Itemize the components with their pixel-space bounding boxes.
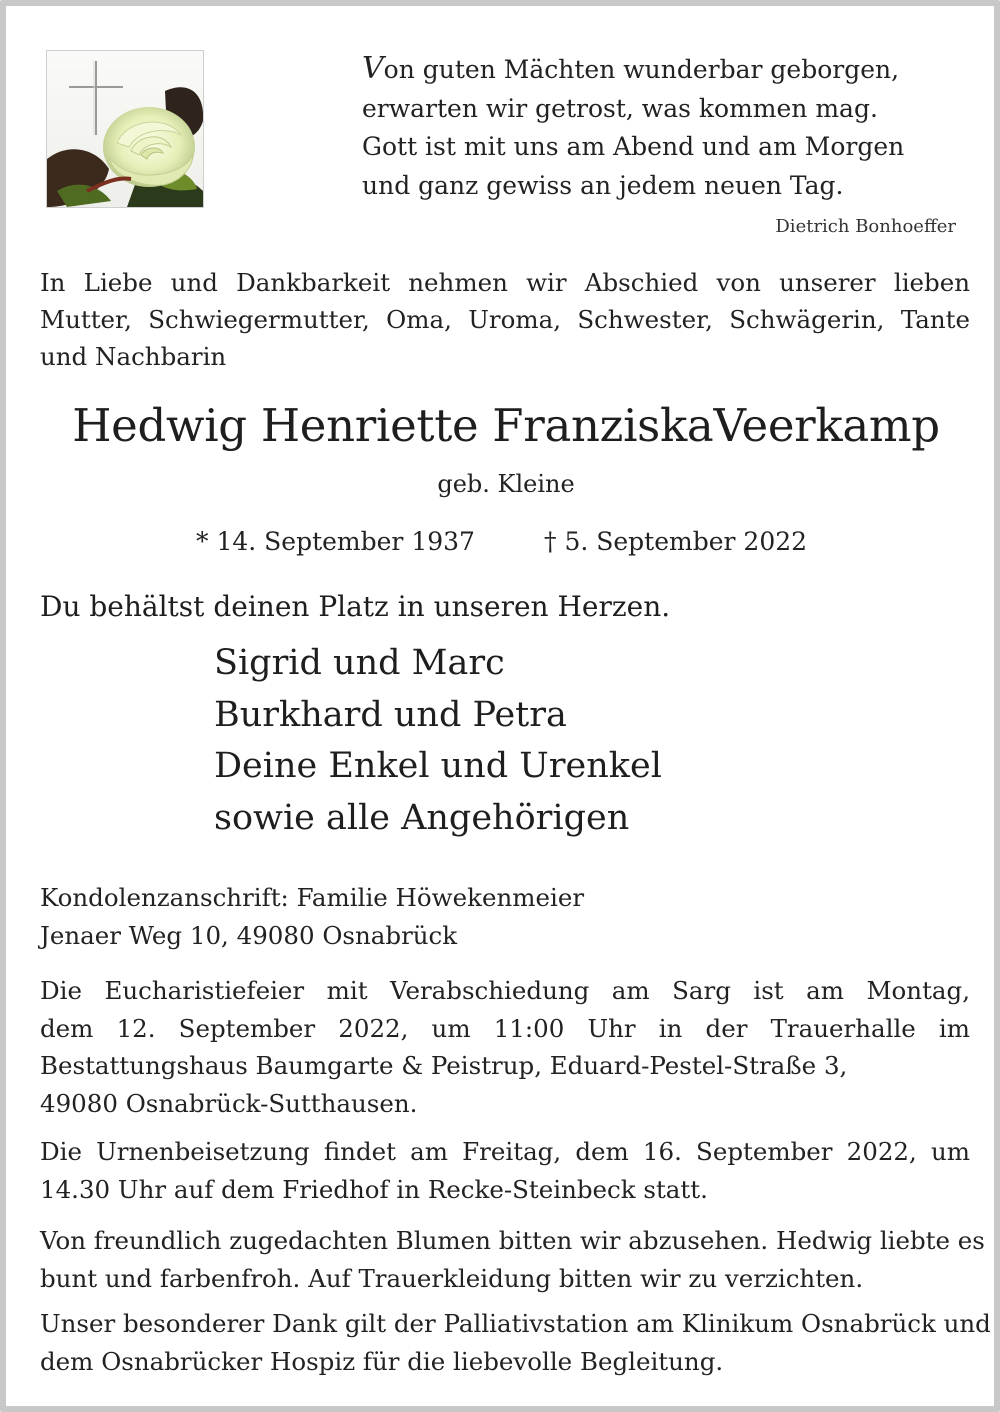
mourner: Sigrid und Marc bbox=[214, 643, 505, 683]
poem-initial: V bbox=[362, 51, 384, 86]
poem-line-3: Gott ist mit uns am Abend und am Morgen bbox=[362, 132, 905, 161]
mourner: sowie alle Angehörigen bbox=[214, 797, 630, 838]
poem-line-1 bbox=[362, 50, 962, 90]
flowers-line-1: Von freundlich zugedachten Blumen bitten wir abzusehen. Hedwig liebte es bbox=[40, 1226, 985, 1255]
thanks-line-1: Unser besonderer Dank gilt der Palliativstation am Klinikum Osnabrück und bbox=[40, 1309, 991, 1338]
condolence-address bbox=[40, 879, 584, 954]
mourner: Burkhard und Petra bbox=[214, 694, 567, 735]
poem-line-1-text: on guten Mächten wunderbar geborgen, bbox=[383, 55, 900, 84]
service-line-3: Bestattungshaus Baumgarte & Peistrup, Eduard-Pestel-Straße 3, bbox=[40, 1051, 848, 1080]
thanks-line-2: dem Osnabrücker Hospiz für die liebevolle Begleitung. bbox=[40, 1346, 724, 1376]
poem-line-2: erwarten wir getrost, was kommen mag. bbox=[362, 93, 878, 123]
poem-line-4: und ganz gewiss an jedem neuen Tag. bbox=[362, 170, 844, 200]
condolence-line-2: Jenaer Weg 10, 49080 Osnabrück bbox=[40, 920, 458, 950]
mourners-list bbox=[214, 638, 662, 844]
flowers-line-2: bunt und farbenfroh. Auf Trauerkleidung bitten wir zu verzichten. bbox=[40, 1263, 864, 1293]
rose-cross-illustration bbox=[47, 51, 203, 207]
death-date: † 5. September 2022 bbox=[544, 527, 808, 556]
rose-with-cross-icon bbox=[46, 50, 204, 208]
service-line-1: Die Eucharistiefeier mit Verabschiedung am Sarg ist am Montag, bbox=[40, 976, 970, 1005]
poem-author: Dietrich Bonhoeffer bbox=[775, 216, 956, 237]
burial-line-2: 14.30 Uhr auf dem Friedhof in Recke-Steinbeck statt. bbox=[40, 1174, 708, 1204]
thanks-paragraph bbox=[40, 1305, 991, 1380]
service-paragraph bbox=[40, 972, 970, 1122]
service-line-4: 49080 Osnabrück-Sutthausen. bbox=[40, 1088, 418, 1118]
deceased-name: Hedwig Henriette FranziskaVeerkamp bbox=[72, 399, 940, 452]
intro-line-2: Mutter, Schwiegermutter, Oma, Uroma, Schwester, Schwägerin, Tante bbox=[40, 305, 970, 334]
burial-paragraph bbox=[40, 1133, 970, 1208]
intro-line-1: In Liebe und Dankbarkeit nehmen wir Abschied von unserer lieben bbox=[40, 268, 970, 297]
intro-line-3: und Nachbarin bbox=[40, 342, 227, 371]
service-line-2: dem 12. September 2022, um 11:00 Uhr in der Trauerhalle im bbox=[40, 1013, 970, 1043]
mourner: Deine Enkel und Urenkel bbox=[214, 746, 662, 786]
condolence-line-1: Kondolenzanschrift: Familie Höwekenmeier bbox=[40, 883, 585, 912]
farewell-line: Du behältst deinen Platz in unseren Herzen. bbox=[40, 590, 671, 623]
poem bbox=[362, 50, 962, 205]
flowers-paragraph bbox=[40, 1222, 985, 1297]
burial-line-1: Die Urnenbeisetzung findet am Freitag, dem 16. September 2022, um bbox=[40, 1137, 970, 1166]
birth-date: * 14. September 1937 bbox=[196, 527, 475, 556]
birth-name: geb. Kleine bbox=[437, 470, 575, 498]
intro-text bbox=[40, 264, 970, 375]
